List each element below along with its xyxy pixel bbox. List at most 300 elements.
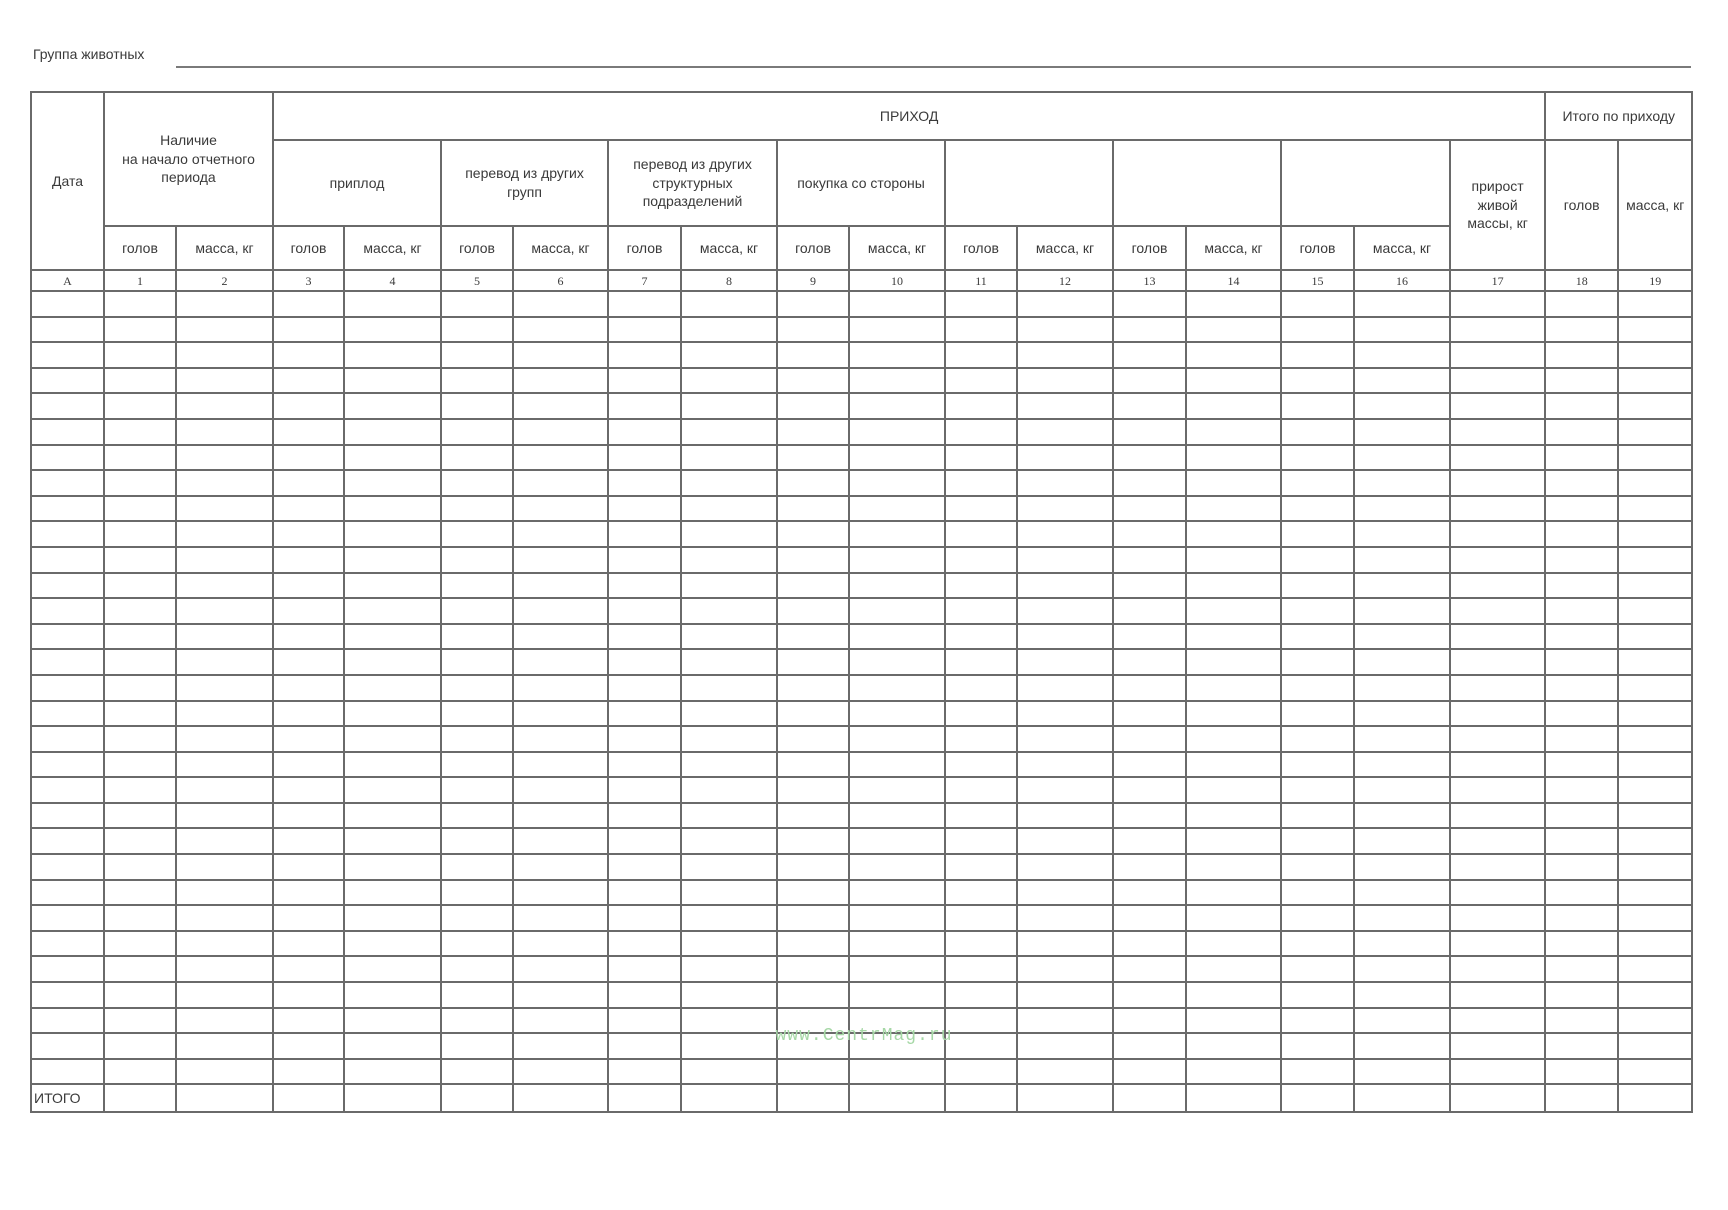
table-cell (777, 803, 849, 829)
table-cell (1545, 496, 1618, 522)
table-cell (1281, 777, 1354, 803)
table-cell (1113, 726, 1186, 752)
table-cell (1545, 317, 1618, 343)
table-cell (31, 419, 104, 445)
table-cell (945, 291, 1017, 317)
table-cell (1017, 547, 1113, 573)
table-cell (1545, 956, 1618, 982)
table-cell (273, 726, 344, 752)
table-cell (777, 1059, 849, 1085)
total-cell (777, 1084, 849, 1112)
table-cell (608, 1059, 681, 1085)
table-cell (344, 956, 441, 982)
table-cell (344, 752, 441, 778)
table-cell (176, 675, 273, 701)
table-cell (681, 393, 777, 419)
table-cell (513, 624, 608, 650)
table-cell (849, 905, 945, 931)
table-cell (273, 291, 344, 317)
table-cell (344, 445, 441, 471)
table-cell (1545, 470, 1618, 496)
table-cell (1281, 291, 1354, 317)
column-number: 6 (513, 270, 608, 291)
subheader-heads: голов (1281, 226, 1354, 270)
table-cell (849, 828, 945, 854)
table-cell (176, 777, 273, 803)
table-cell (945, 649, 1017, 675)
table-cell (1017, 777, 1113, 803)
table-cell (104, 777, 176, 803)
table-cell (1354, 931, 1450, 957)
table-cell (1017, 828, 1113, 854)
column-number: 5 (441, 270, 513, 291)
table-cell (777, 521, 849, 547)
table-cell (777, 445, 849, 471)
table-cell (441, 598, 513, 624)
table-cell (945, 803, 1017, 829)
table-cell (1354, 470, 1450, 496)
table-cell (31, 880, 104, 906)
table-cell (104, 726, 176, 752)
table-cell (1354, 1059, 1450, 1085)
table-cell (513, 547, 608, 573)
table-cell (104, 496, 176, 522)
total-cell (1450, 1084, 1545, 1112)
table-cell (777, 317, 849, 343)
table-cell (1186, 624, 1281, 650)
table-cell (273, 854, 344, 880)
table-cell (1113, 803, 1186, 829)
table-cell (104, 573, 176, 599)
column-number: 10 (849, 270, 945, 291)
table-cell (1618, 521, 1692, 547)
header-income: ПРИХОД (273, 92, 1545, 140)
table-cell (31, 931, 104, 957)
table-cell (1618, 752, 1692, 778)
table-cell (273, 701, 344, 727)
table-cell (344, 368, 441, 394)
table-cell (441, 905, 513, 931)
table-cell (31, 1059, 104, 1085)
table-cell (681, 905, 777, 931)
table-cell (1281, 342, 1354, 368)
table-cell (1113, 701, 1186, 727)
table-cell (273, 777, 344, 803)
column-number: 16 (1354, 270, 1450, 291)
header-transfer-other-divisions: перевод из других структурных подразделений (608, 140, 777, 226)
table-cell (273, 905, 344, 931)
table-cell (31, 598, 104, 624)
table-cell (1113, 956, 1186, 982)
table-cell (1281, 573, 1354, 599)
column-number: 19 (1618, 270, 1692, 291)
table-cell (1017, 982, 1113, 1008)
table-cell (273, 752, 344, 778)
table-cell (1186, 445, 1281, 471)
table-cell (1354, 854, 1450, 880)
table-cell (1545, 445, 1618, 471)
table-cell (1450, 905, 1545, 931)
table-cell (849, 393, 945, 419)
table-cell (777, 470, 849, 496)
column-number: 1 (104, 270, 176, 291)
table-cell (1113, 752, 1186, 778)
table-cell (1113, 547, 1186, 573)
table-cell (681, 419, 777, 445)
table-cell (945, 547, 1017, 573)
column-number: 7 (608, 270, 681, 291)
table-cell (273, 573, 344, 599)
column-number: 11 (945, 270, 1017, 291)
table-cell (441, 317, 513, 343)
table-cell (608, 291, 681, 317)
table-cell (176, 956, 273, 982)
table-cell (608, 931, 681, 957)
table-cell (1354, 828, 1450, 854)
table-cell (1545, 931, 1618, 957)
total-cell (1281, 1084, 1354, 1112)
table-cell (1017, 573, 1113, 599)
table-cell (1017, 931, 1113, 957)
table-cell (1281, 956, 1354, 982)
table-cell (441, 726, 513, 752)
table-cell (849, 701, 945, 727)
table-cell (104, 982, 176, 1008)
table-row (31, 496, 1692, 522)
table-cell (513, 675, 608, 701)
total-cell (176, 1084, 273, 1112)
header-date: Дата (31, 92, 104, 270)
table-cell (681, 368, 777, 394)
table-row (31, 931, 1692, 957)
table-cell (513, 777, 608, 803)
table-cell (608, 649, 681, 675)
subheader-mass: масса, кг (1017, 226, 1113, 270)
table-cell (849, 445, 945, 471)
table-cell (441, 828, 513, 854)
table-cell (1113, 368, 1186, 394)
table-cell (31, 393, 104, 419)
table-row (31, 649, 1692, 675)
table-cell (777, 828, 849, 854)
watermark: www.CentrMag.ru (775, 1026, 953, 1046)
table-cell (513, 368, 608, 394)
table-cell (273, 649, 344, 675)
table-cell (1186, 931, 1281, 957)
total-row-label: ИТОГО (31, 1084, 104, 1112)
table-cell (104, 291, 176, 317)
table-cell (945, 521, 1017, 547)
table-cell (104, 1059, 176, 1085)
table-cell (1017, 419, 1113, 445)
table-cell (1281, 931, 1354, 957)
table-cell (104, 393, 176, 419)
table-cell (176, 419, 273, 445)
table-cell (513, 291, 608, 317)
table-cell (1186, 419, 1281, 445)
table-cell (608, 726, 681, 752)
table-row (31, 547, 1692, 573)
table-cell (1618, 624, 1692, 650)
table-cell (104, 368, 176, 394)
table-cell (104, 701, 176, 727)
table-cell (31, 445, 104, 471)
total-cell (1186, 1084, 1281, 1112)
table-cell (441, 982, 513, 1008)
table-cell (945, 496, 1017, 522)
table-cell (344, 496, 441, 522)
table-cell (777, 701, 849, 727)
table-cell (681, 317, 777, 343)
table-cell (1618, 649, 1692, 675)
table-cell (945, 317, 1017, 343)
table-body (31, 291, 1692, 1112)
table-cell (1113, 496, 1186, 522)
column-number: 2 (176, 270, 273, 291)
table-cell (441, 573, 513, 599)
table-cell (1545, 982, 1618, 1008)
table-cell (1618, 931, 1692, 957)
table-cell (441, 701, 513, 727)
table-cell (849, 982, 945, 1008)
table-cell (31, 726, 104, 752)
table-cell (777, 752, 849, 778)
table-cell (1281, 521, 1354, 547)
table-cell (1618, 828, 1692, 854)
table-cell (1281, 1059, 1354, 1085)
table-cell (441, 624, 513, 650)
table-cell (104, 470, 176, 496)
table-cell (777, 624, 849, 650)
table-cell (273, 445, 344, 471)
table-cell (1545, 649, 1618, 675)
table-cell (1450, 880, 1545, 906)
total-cell (1017, 1084, 1113, 1112)
table-cell (104, 880, 176, 906)
table-cell (1354, 777, 1450, 803)
table-cell (513, 905, 608, 931)
table-cell (681, 777, 777, 803)
table-cell (1281, 880, 1354, 906)
table-cell (1450, 701, 1545, 727)
table-cell (1186, 752, 1281, 778)
table-cell (1017, 649, 1113, 675)
table-cell (1017, 521, 1113, 547)
table-cell (849, 675, 945, 701)
table-row (31, 880, 1692, 906)
table-cell (777, 880, 849, 906)
table-cell (608, 573, 681, 599)
table-cell (273, 828, 344, 854)
table-cell (945, 675, 1017, 701)
table-cell (513, 701, 608, 727)
table-cell (513, 521, 608, 547)
table-cell (1017, 496, 1113, 522)
table-cell (344, 905, 441, 931)
table-cell (104, 803, 176, 829)
table-cell (1113, 931, 1186, 957)
total-cell (1113, 1084, 1186, 1112)
table-cell (1618, 905, 1692, 931)
total-row (31, 1084, 1692, 1112)
table-cell (1618, 1059, 1692, 1085)
table-cell (681, 1059, 777, 1085)
table-cell (1354, 624, 1450, 650)
column-number: 8 (681, 270, 777, 291)
table-cell (1618, 777, 1692, 803)
table-cell (777, 956, 849, 982)
table-cell (849, 854, 945, 880)
table-cell (608, 419, 681, 445)
table-cell (1618, 675, 1692, 701)
table-cell (441, 777, 513, 803)
table-cell (1618, 393, 1692, 419)
table-cell (608, 956, 681, 982)
table-cell (681, 828, 777, 854)
subheader-heads: голов (608, 226, 681, 270)
table-cell (608, 317, 681, 343)
table-cell (273, 342, 344, 368)
table-cell (945, 445, 1017, 471)
table-cell (777, 598, 849, 624)
table-cell (1186, 342, 1281, 368)
table-cell (176, 726, 273, 752)
table-cell (1186, 854, 1281, 880)
table-cell (1017, 880, 1113, 906)
table-cell (1450, 573, 1545, 599)
table-cell (1113, 828, 1186, 854)
table-cell (176, 393, 273, 419)
table-cell (608, 701, 681, 727)
table-cell (176, 880, 273, 906)
table-cell (1281, 982, 1354, 1008)
table-cell (608, 982, 681, 1008)
table-row (31, 828, 1692, 854)
table-cell (849, 368, 945, 394)
table-cell (1113, 445, 1186, 471)
table-cell (777, 726, 849, 752)
table-cell (1281, 701, 1354, 727)
table-cell (31, 803, 104, 829)
table-cell (1450, 675, 1545, 701)
table-cell (1618, 956, 1692, 982)
table-cell (1450, 342, 1545, 368)
table-cell (1618, 803, 1692, 829)
table-cell (513, 726, 608, 752)
table-cell (1017, 726, 1113, 752)
table-cell (273, 982, 344, 1008)
table-cell (608, 905, 681, 931)
header-income-total: Итого по приходу (1545, 92, 1692, 140)
table-cell (104, 828, 176, 854)
table-cell (1354, 598, 1450, 624)
table-cell (104, 649, 176, 675)
table-cell (777, 393, 849, 419)
table-cell (31, 982, 104, 1008)
table-cell (1281, 828, 1354, 854)
table-cell (1450, 598, 1545, 624)
table-cell (513, 393, 608, 419)
table-cell (104, 445, 176, 471)
table-cell (1450, 547, 1545, 573)
table-cell (945, 726, 1017, 752)
table-cell (441, 419, 513, 445)
table-cell (31, 547, 104, 573)
table-cell (1017, 393, 1113, 419)
table-cell (176, 291, 273, 317)
table-cell (344, 291, 441, 317)
livestock-income-table (30, 91, 1693, 1113)
subheader-heads: голов (777, 226, 849, 270)
table-row (31, 854, 1692, 880)
table-cell (1545, 419, 1618, 445)
column-number: 12 (1017, 270, 1113, 291)
table-cell (1618, 470, 1692, 496)
total-cell (513, 1084, 608, 1112)
table-cell (608, 828, 681, 854)
table-cell (441, 368, 513, 394)
table-cell (1186, 547, 1281, 573)
table-cell (1017, 291, 1113, 317)
table-cell (608, 777, 681, 803)
table-cell (344, 649, 441, 675)
table-cell (608, 675, 681, 701)
header-blank (1281, 140, 1450, 226)
table-cell (104, 547, 176, 573)
table-cell (1618, 317, 1692, 343)
table-cell (1545, 777, 1618, 803)
table-cell (608, 854, 681, 880)
table-cell (1545, 291, 1618, 317)
table-cell (681, 701, 777, 727)
table-cell (1354, 803, 1450, 829)
table-row (31, 905, 1692, 931)
table-cell (1545, 598, 1618, 624)
table-cell (1017, 470, 1113, 496)
column-number: 17 (1450, 270, 1545, 291)
table-cell (1354, 317, 1450, 343)
table-cell (344, 726, 441, 752)
header-total-heads: голов (1545, 140, 1618, 270)
table-cell (1545, 342, 1618, 368)
table-cell (1545, 803, 1618, 829)
table-cell (1017, 905, 1113, 931)
table-cell (1618, 496, 1692, 522)
header-blank (1113, 140, 1281, 226)
table-cell (1354, 445, 1450, 471)
table-cell (1450, 931, 1545, 957)
table-cell (1545, 675, 1618, 701)
table-cell (441, 291, 513, 317)
total-cell (1354, 1084, 1450, 1112)
table-cell (1113, 393, 1186, 419)
table-cell (31, 342, 104, 368)
table-cell (681, 752, 777, 778)
table-cell (513, 803, 608, 829)
table-cell (176, 368, 273, 394)
table-cell (1618, 419, 1692, 445)
column-number: 3 (273, 270, 344, 291)
table-cell (176, 854, 273, 880)
table-cell (1113, 521, 1186, 547)
table-cell (777, 905, 849, 931)
table-cell (441, 931, 513, 957)
table-cell (344, 803, 441, 829)
column-number: 4 (344, 270, 441, 291)
table-cell (273, 803, 344, 829)
table-cell (1545, 1059, 1618, 1085)
table-cell (1545, 726, 1618, 752)
